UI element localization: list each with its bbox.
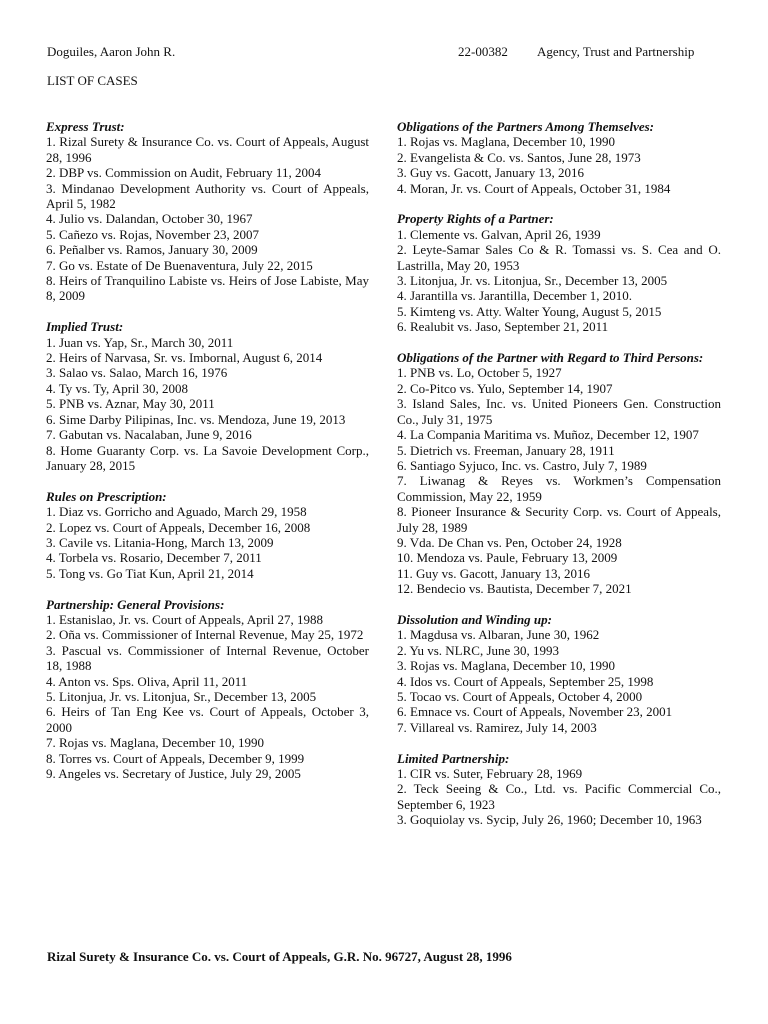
case-item: 7. Go vs. Estate of De Buenaventura, July 22, 2015 bbox=[46, 257, 313, 273]
left-column bbox=[46, 119, 369, 797]
case-list bbox=[397, 627, 721, 735]
case-item: 1. Estanislao, Jr. vs. Court of Appeals, April 27, 1988 bbox=[46, 611, 323, 627]
case-item: 2. Lopez vs. Court of Appeals, December 16, 2008 bbox=[46, 519, 311, 535]
case-item: 1. CIR vs. Suter, February 28, 1969 bbox=[397, 766, 583, 781]
case-item: 1. Rojas vs. Maglana, December 10, 1990 bbox=[397, 134, 616, 150]
case-item: 3. Goquiolay vs. Sycip, July 26, 1960; December 10, 1963 bbox=[397, 812, 702, 828]
case-item: 12. Bendecio vs. Bautista, December 7, 2021 bbox=[397, 581, 632, 597]
case-item: 4. Torbela vs. Rosario, December 7, 2011 bbox=[46, 550, 262, 566]
section-heading: Obligations of the Partner with Regard to Third Persons: bbox=[397, 350, 704, 366]
course-subject: Agency, Trust and Partnership bbox=[537, 44, 695, 59]
case-item: 8. Heirs of Tranquilino Labiste vs. Heirs of Jose Labiste, May 8, 2009 bbox=[46, 273, 369, 304]
document-title: LIST OF CASES bbox=[47, 73, 138, 88]
case-item: 9. Vda. De Chan vs. Pen, October 24, 1928 bbox=[397, 534, 622, 550]
case-item: 7. Gabutan vs. Nacalaban, June 9, 2016 bbox=[46, 427, 252, 443]
case-item: 6. Santiago Syjuco, Inc. vs. Castro, July 7, 1989 bbox=[397, 457, 647, 473]
case-section-express-trust bbox=[46, 119, 369, 304]
case-item: 3. Cavile vs. Litania-Hong, March 13, 2009 bbox=[46, 534, 274, 550]
case-section-rules-on-prescription bbox=[46, 489, 369, 581]
case-item: 3. Rojas vs. Maglana, December 10, 1990 bbox=[397, 658, 616, 674]
case-item: 7. Liwanag & Reyes vs. Workmen’s Compensation Commission, May 22, 1959 bbox=[397, 473, 721, 504]
case-item: 6. Emnace vs. Court of Appeals, November 23, 2001 bbox=[397, 704, 673, 720]
case-item: 1. Rizal Surety & Insurance Co. vs. Court of Appeals, August 28, 1996 bbox=[46, 134, 369, 165]
case-item: 2. Teck Seeing & Co., Ltd. vs. Pacific Commercial Co., September 6, 1923 bbox=[397, 781, 721, 812]
case-item: 4. Anton vs. Sps. Oliva, April 11, 2011 bbox=[46, 673, 248, 689]
case-item: 4. Moran, Jr. vs. Court of Appeals, October 31, 1984 bbox=[397, 180, 671, 196]
section-heading: Implied Trust: bbox=[46, 319, 124, 335]
case-item: 5. Litonjua, Jr. vs. Litonjua, Sr., December 13, 2005 bbox=[46, 688, 317, 704]
case-list bbox=[397, 227, 721, 335]
case-digest-title: Rizal Surety & Insurance Co. vs. Court of Appeals, G.R. No. 96727, August 28, 1996 bbox=[47, 949, 512, 964]
case-list bbox=[397, 365, 721, 596]
section-heading: Dissolution and Winding up: bbox=[397, 611, 552, 627]
case-list bbox=[46, 504, 369, 581]
case-item: 2. Evangelista & Co. vs. Santos, June 28, 1973 bbox=[397, 149, 641, 165]
case-section-partnership-general-provisions bbox=[46, 597, 369, 782]
right-column bbox=[397, 119, 721, 843]
case-list bbox=[397, 766, 721, 828]
case-item: 5. Tong vs. Go Tiat Kun, April 21, 2014 bbox=[46, 565, 254, 581]
case-item: 2. Oña vs. Commissioner of Internal Revenue, May 25, 1972 bbox=[46, 627, 364, 643]
case-item: 7. Rojas vs. Maglana, December 10, 1990 bbox=[46, 735, 265, 751]
case-item: 5. PNB vs. Aznar, May 30, 2011 bbox=[46, 396, 215, 412]
student-id: 22-00382 bbox=[458, 44, 508, 59]
case-item: 1. Diaz vs. Gorricho and Aguado, March 29, 1958 bbox=[46, 504, 307, 520]
case-item: 4. La Compania Maritima vs. Muñoz, December 12, 1907 bbox=[397, 427, 699, 443]
case-section-limited-partnership bbox=[397, 751, 721, 828]
section-heading: Property Rights of a Partner: bbox=[397, 211, 554, 227]
case-item: 5. Cañezo vs. Rojas, November 23, 2007 bbox=[46, 226, 260, 242]
case-list bbox=[46, 612, 369, 781]
case-item: 8. Pioneer Insurance & Security Corp. vs. Court of Appeals, July 28, 1989 bbox=[397, 504, 721, 535]
case-item: 5. Tocao vs. Court of Appeals, October 4, 2000 bbox=[397, 688, 643, 704]
case-item: 11. Guy vs. Gacott, January 13, 2016 bbox=[397, 565, 591, 581]
case-item: 6. Realubit vs. Jaso, September 21, 2011 bbox=[397, 319, 609, 335]
case-item: 5. Kimteng vs. Atty. Walter Young, August 5, 2015 bbox=[397, 303, 662, 319]
case-item: 3. Pascual vs. Commissioner of Internal Revenue, October 18, 1988 bbox=[46, 642, 369, 674]
case-item: 1. PNB vs. Lo, October 5, 1927 bbox=[397, 365, 562, 381]
section-heading: Express Trust: bbox=[46, 119, 125, 134]
case-item: 3. Litonjua, Jr. vs. Litonjua, Sr., December 13, 2005 bbox=[397, 273, 668, 289]
case-item: 1. Juan vs. Yap, Sr., March 30, 2011 bbox=[46, 334, 234, 350]
case-item: 9. Angeles vs. Secretary of Justice, July 29, 2005 bbox=[46, 766, 301, 782]
case-item: 3. Salao vs. Salao, March 16, 1976 bbox=[46, 365, 228, 381]
section-heading: Rules on Prescription: bbox=[46, 488, 167, 504]
case-section-dissolution-and-winding-up bbox=[397, 612, 721, 735]
case-section-property-rights-of-a-partner bbox=[397, 211, 721, 334]
case-section-implied-trust bbox=[46, 319, 369, 473]
case-item: 4. Idos vs. Court of Appeals, September 25, 1998 bbox=[397, 673, 654, 689]
case-item: 10. Mendoza vs. Paule, February 13, 2009 bbox=[397, 550, 618, 566]
case-item: 6. Heirs of Tan Eng Kee vs. Court of Appeals, October 3, 2000 bbox=[46, 704, 369, 735]
case-item: 3. Island Sales, Inc. vs. United Pioneers Gen. Construction Co., July 31, 1975 bbox=[397, 396, 721, 427]
case-item: 7. Villareal vs. Ramirez, July 14, 2003 bbox=[397, 719, 597, 735]
case-item: 3. Mindanao Development Authority vs. Court of Appeals, April 5, 1982 bbox=[46, 180, 369, 212]
case-item: 6. Peñalber vs. Ramos, January 30, 2009 bbox=[46, 242, 258, 258]
section-heading: Limited Partnership: bbox=[397, 750, 510, 766]
student-name: Doguiles, Aaron John R. bbox=[47, 44, 176, 59]
case-section-obligations-of-the-partners-among-themselves bbox=[397, 119, 721, 196]
case-item: 3. Guy vs. Gacott, January 13, 2016 bbox=[397, 165, 585, 181]
case-item: 4. Ty vs. Ty, April 30, 2008 bbox=[46, 380, 189, 396]
case-item: 5. Dietrich vs. Freeman, January 28, 1911 bbox=[397, 442, 615, 458]
section-heading: Partnership: General Provisions: bbox=[46, 596, 225, 612]
case-list bbox=[397, 134, 721, 196]
case-item: 2. Leyte-Samar Sales Co & R. Tomassi vs. S. Cea and O. Lastrilla, May 20, 1953 bbox=[397, 242, 721, 273]
case-item: 4. Julio vs. Dalandan, October 30, 1967 bbox=[46, 211, 253, 227]
case-item: 2. Yu vs. NLRC, June 30, 1993 bbox=[397, 642, 560, 658]
case-item: 4. Jarantilla vs. Jarantilla, December 1, 2010. bbox=[397, 288, 633, 304]
section-heading: Obligations of the Partners Among Themselves: bbox=[397, 119, 654, 134]
case-item: 1. Magdusa vs. Albaran, June 30, 1962 bbox=[397, 627, 600, 643]
case-item: 2. DBP vs. Commission on Audit, February 11, 2004 bbox=[46, 165, 321, 181]
case-item: 8. Torres vs. Court of Appeals, December 9, 1999 bbox=[46, 750, 305, 766]
case-item: 2. Heirs of Narvasa, Sr. vs. Imbornal, August 6, 2014 bbox=[46, 350, 323, 366]
case-item: 1. Clemente vs. Galvan, April 26, 1939 bbox=[397, 226, 601, 242]
case-list bbox=[46, 134, 369, 303]
case-list bbox=[46, 335, 369, 474]
case-item: 8. Home Guaranty Corp. vs. La Savoie Development Corp., January 28, 2015 bbox=[46, 442, 369, 473]
case-item: 2. Co-Pitco vs. Yulo, September 14, 1907 bbox=[397, 380, 613, 396]
case-section-obligations-of-the-partner-with-regard-to-third-persons bbox=[397, 350, 721, 597]
case-item: 6. Sime Darby Pilipinas, Inc. vs. Mendoza, June 19, 2013 bbox=[46, 411, 346, 427]
